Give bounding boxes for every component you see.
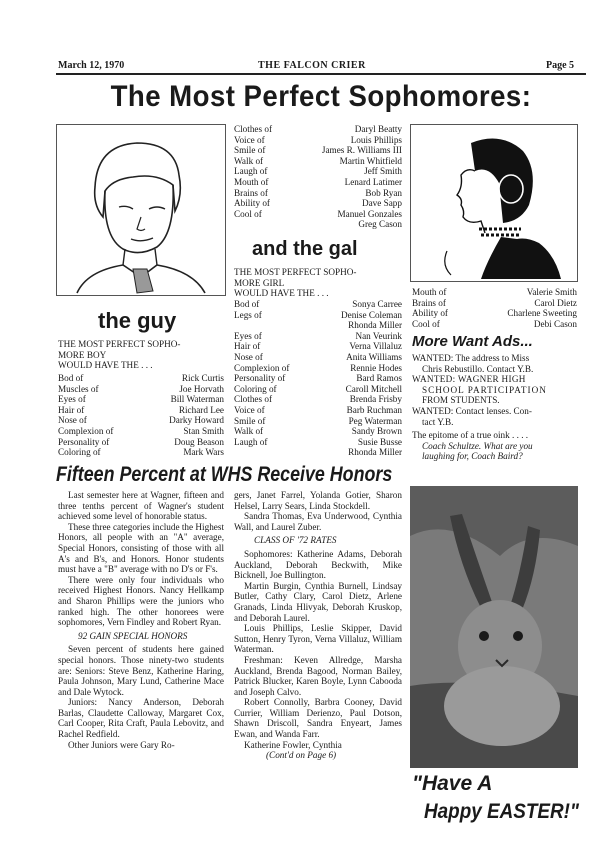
ad-line: laughing for, Coach Baird? [422, 451, 523, 462]
article-paragraph: Seven percent of students here gained special honors. Those ninety-two students are: Seniors: Steve Benz, Katherine Haring, Paula Johnson, Mary Lund, Catherine Mace and Dale Wytock. [58, 644, 224, 697]
gal-row [412, 308, 577, 319]
guy-intro-line: WOULD HAVE THE . . . [58, 360, 153, 371]
trait: Brains of [234, 187, 268, 198]
ad-line: WANTED: Contact lenses. Con- [412, 405, 532, 416]
gal-row [234, 331, 402, 342]
gal-illustration [410, 124, 578, 282]
student: Martin Whitfield [339, 155, 402, 166]
gal-intro-line: MORE GIRL [234, 277, 285, 288]
gal-row [234, 394, 402, 405]
guy-row [58, 426, 224, 437]
gal-row [412, 298, 577, 309]
guy-list-continued [234, 124, 402, 230]
trait: Nose of [234, 351, 263, 362]
gal-intro-line: THE MOST PERFECT SOPHO- [234, 267, 357, 277]
student: Sandy Brown [351, 426, 402, 437]
trait: Laugh of [234, 436, 268, 447]
article-paragraph: Louis Phillips, Leslie Skipper, David Sutton, Henry Tyron, Verna Villaluz, William Waterman. [234, 623, 402, 655]
trait: Ability of [234, 198, 270, 209]
student: Joe Horvath [179, 383, 224, 394]
trait: Mouth of [234, 176, 269, 187]
page-title: The Most Perfect Sophomores: [110, 80, 532, 113]
continued-note: (Cont'd on Page 6) [266, 750, 337, 761]
student: Caroll Mitchell [345, 383, 402, 394]
gal-heading: and the gal [252, 238, 358, 260]
trait: Walk of [234, 426, 264, 437]
trait: Laugh of [234, 166, 268, 177]
student: Sonya Carree [352, 299, 402, 309]
guy-intro-line: THE MOST PERFECT SOPHO- [58, 339, 181, 349]
guy-row [58, 447, 224, 458]
student: Dave Sapp [361, 198, 402, 209]
trait: Coloring of [58, 447, 101, 458]
gal-row [412, 287, 577, 298]
student: Bill Waterman [170, 394, 224, 405]
article-subheading: CLASS OF '72 RATES [254, 535, 337, 546]
easter-rabbit-photo [410, 486, 578, 768]
ad-line: SCHOOL PARTICIPATION [422, 384, 547, 395]
gal-list-right [412, 287, 577, 329]
guy-list [58, 373, 224, 458]
trait: Smile of [234, 145, 266, 156]
guy-row [234, 156, 402, 167]
gal-row [234, 426, 402, 437]
guy-row [234, 188, 402, 199]
student: Valerie Smith [526, 287, 577, 297]
guy-heading: the guy [98, 308, 177, 333]
trait: Eyes of [234, 330, 262, 341]
student: Stan Smith [183, 425, 224, 436]
gal-row [234, 352, 402, 363]
guy-row [234, 209, 402, 220]
ad-line: Coach Schultze. What are you [422, 440, 533, 451]
article-paragraph: Sandra Thomas, Eva Underwood, Cynthia Wall, and Laurel Zuber. [234, 511, 402, 532]
want-ads-body [412, 353, 578, 462]
student: Rennie Hodes [350, 362, 402, 373]
student: Mark Wars [183, 447, 224, 458]
guy-row [234, 198, 402, 209]
trait: Smile of [234, 415, 266, 426]
trait: Coloring of [234, 383, 277, 394]
guy-row [58, 415, 224, 426]
gal-row [234, 299, 402, 310]
guy-row [58, 437, 224, 448]
ad-line: FROM STUDENTS. [422, 395, 500, 406]
ad-line: tact Y.B. [422, 416, 454, 427]
guy-row [234, 177, 402, 188]
student: Bard Ramos [356, 373, 402, 384]
article-paragraph: Juniors: Nancy Anderson, Deborah Barlas, Claudette Calloway, Margaret Cox, Carl Cooper, Rita Craft, Paula Lebovitz, and Rachel Redfield. [58, 697, 224, 740]
trait: Cool of [234, 208, 262, 219]
gal-row [234, 405, 402, 416]
trait: Hair of [234, 341, 261, 352]
gal-row [234, 310, 402, 321]
student: Rhonda Miller [348, 320, 402, 331]
student: Louis Phillips [350, 134, 402, 145]
trait: Bod of [234, 299, 260, 309]
article-paragraph: Freshman: Keven Allredge, Marsha Auckland, Brenda Bagood, Norman Bailey, Patrick Blucker, Karen Boyle, Lynn Cabooda and Joseph Calvo. [234, 654, 402, 697]
want-ads-heading: More Want Ads... [412, 333, 533, 350]
gal-list [234, 299, 402, 458]
page-number: Page 5 [546, 60, 575, 71]
article-paragraph: Katherine Fowler, Cynthia [244, 739, 342, 750]
article-paragraph: Other Juniors were Gary Ro- [68, 739, 175, 750]
trait: Legs of [234, 309, 262, 320]
paper-name: THE FALCON CRIER [258, 60, 366, 71]
guy-row [234, 124, 402, 135]
issue-date: March 12, 1970 [58, 60, 125, 71]
student: Peg Waterman [348, 415, 402, 426]
trait: Hair of [58, 404, 85, 415]
article-column-1 [58, 490, 224, 750]
article-column-2 [234, 490, 402, 761]
trait: Ability of [412, 308, 448, 319]
article-paragraph: Martin Burgin, Cynthia Burnell, Lindsay Butler, Cathy Clary, Carol Dietz, Arlene Granads, Linda Hlivyak, Deborah Kruskop, and Deborah Laurel. [234, 580, 402, 623]
article-paragraph: These three categories include the Highest Honors, all people with an "A" average, Special Honors, consisting of those with all A's and B's, and Honors. Honor students must have a "B" average with no D's or F's. [58, 521, 224, 575]
student: Lenard Latimer [344, 176, 402, 187]
gal-row [234, 320, 402, 331]
student: Greg Cason [358, 219, 402, 230]
article-paragraph: Sophomores: Katherine Adams, Deborah Auckland, Deborah Beckwith, Mike Bicknell, Joe Bullington. [234, 548, 402, 581]
student: Darky Howard [169, 415, 224, 426]
student: Bob Ryan [365, 187, 402, 198]
guy-illustration [56, 124, 226, 296]
guy-row [234, 219, 402, 230]
student: Daryl Beatty [354, 124, 402, 134]
trait: Personality of [234, 373, 286, 384]
ad-line: The epitome of a true oink . . . . [412, 430, 529, 441]
guy-row [234, 145, 402, 156]
trait: Clothes of [234, 394, 273, 405]
student: Doug Beason [174, 436, 224, 447]
trait: Mouth of [412, 287, 447, 297]
guy-row [58, 373, 224, 384]
gal-row [412, 319, 577, 330]
gal-row [234, 373, 402, 384]
trait: Eyes of [58, 394, 86, 405]
article-headline: Fifteen Percent at WHS Receive Honors [56, 463, 393, 486]
student: Denise Coleman [341, 309, 402, 320]
trait: Muscles of [58, 383, 99, 394]
guy-intro-line: MORE BOY [58, 349, 107, 360]
trait: Clothes of [234, 124, 273, 134]
student: Debi Cason [533, 318, 577, 329]
student: Charlene Sweeting [507, 308, 577, 319]
student: Carol Dietz [534, 297, 577, 308]
student: Richard Lee [178, 404, 224, 415]
gal-intro [234, 267, 402, 299]
gal-row [234, 447, 402, 458]
easter-line-2: Happy EASTER!" [424, 800, 579, 823]
student: Brenda Frisby [349, 394, 402, 405]
easter-line-1: "Have A [412, 772, 493, 795]
gal-row [234, 384, 402, 395]
article-paragraph: There were only four individuals who received Highest Honors. Nancy Hellkamp and Sharon Phillips were the juniors who ranked high. The other honorees were sophomores, Vern Findley and Robert Ryan. [58, 574, 224, 628]
trait: Nose of [58, 415, 87, 426]
gal-row [234, 437, 402, 448]
student: Susie Busse [357, 436, 402, 447]
student: Anita Williams [346, 351, 402, 362]
trait: Complexion of [58, 425, 114, 436]
trait: Personality of [58, 436, 110, 447]
trait: Cool of [412, 318, 440, 329]
gal-intro-line: WOULD HAVE THE . . . [234, 288, 329, 299]
student: James R. Williams III [321, 145, 402, 156]
trait: Voice of [234, 404, 265, 415]
gal-row [234, 416, 402, 427]
guy-row [58, 384, 224, 395]
header-rule [56, 73, 586, 75]
student: Jeff Smith [364, 166, 402, 177]
guy-row [234, 166, 402, 177]
trait: Brains of [412, 297, 446, 308]
article-paragraph: Robert Connolly, Barbra Cooney, David Currier, William Derienzo, Paul Dotson, Shawn Driscoll, Sandra Enyeart, James Ewan, and Wanda Farr. [234, 697, 402, 740]
ad-line: WANTED: WAGNER HIGH [412, 374, 526, 385]
trait: Bod of [58, 373, 84, 383]
student: Rick Curtis [181, 373, 224, 383]
guy-intro [58, 339, 226, 371]
gal-row [234, 363, 402, 374]
trait: Walk of [234, 155, 264, 166]
gal-row [234, 341, 402, 352]
student: Manuel Gonzales [337, 208, 402, 219]
student: Verna Villaluz [349, 341, 402, 352]
guy-row [58, 394, 224, 405]
student: Nan Veurink [355, 330, 402, 341]
article-subheading: 92 GAIN SPECIAL HONORS [78, 630, 188, 641]
student: Barb Ruchman [346, 404, 402, 415]
guy-row [58, 405, 224, 416]
article-paragraph: Last semester here at Wagner, fifteen and three tenths percent of Wagner's student achieved some level of honorable status. [58, 490, 224, 522]
student: Rhonda Miller [348, 447, 402, 458]
trait: Voice of [234, 134, 265, 145]
ad-line: WANTED: The address to Miss [412, 353, 530, 363]
ad-line: Chris Rebustillo. Contact Y.B. [422, 363, 534, 374]
trait: Complexion of [234, 362, 290, 373]
article-paragraph: gers, Janet Farrel, Yolanda Gotier, Sharon Helsel, Larry Sears, Linda Stockdell. [234, 490, 402, 511]
guy-row [234, 135, 402, 146]
